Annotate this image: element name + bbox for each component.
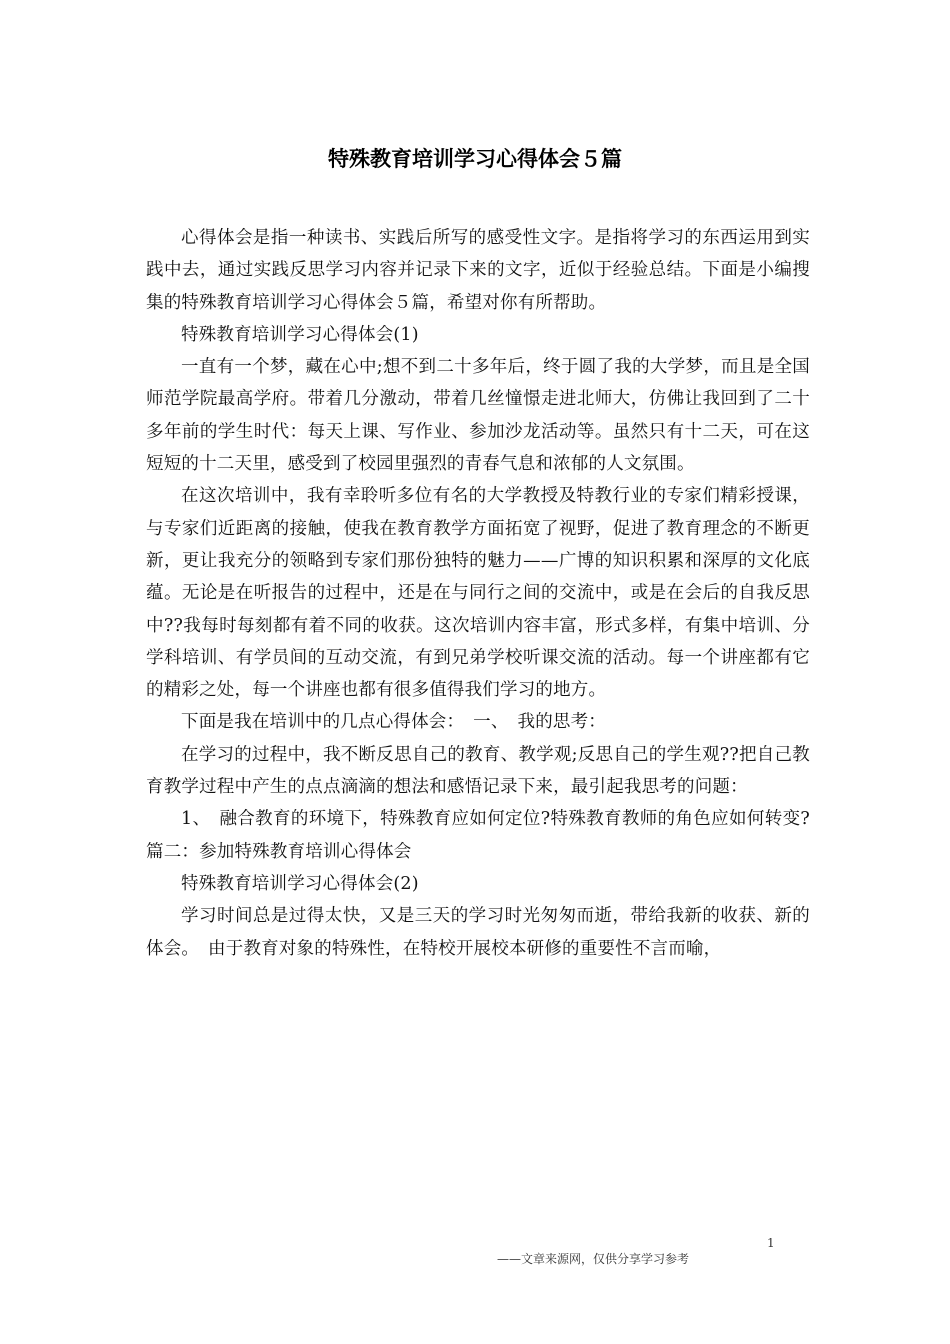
body-paragraph: 在学习的过程中，我不断反思自己的教育、教学观;反思自己的学生观??把自己教育教学过程中产生的点点滴滴的想法和感悟记录下来，最引起我思考的问题： [146, 744, 810, 798]
document-body [146, 222, 810, 965]
document-title: 特殊教育培训学习心得体会５篇 [328, 147, 622, 171]
section-heading-2: 特殊教育培训学习心得体会(2) [181, 873, 419, 894]
body-paragraph: 在这次培训中，我有幸聆听多位有名的大学教授及特教行业的专家们精彩授课，与专家们近距离的接触，使我在教育教学方面拓宽了视野，促进了教育理念的不断更新，更让我充分的领略到专家们那份独特的魅力——广博的知识积累和深厚的文化底蕴。无论是在听报告的过程中，还是在与同行之间的交流中，或是在会后的自我反思中??我每时每刻都有着不同的收获。这次培训内容丰富，形式多样，有集中培训、分学科培训、有学员间的互动交流，有到兄弟学校听课交流的活动。每一个讲座都有它的精彩之处，每一个讲座也都有很多值得我们学习的地方。 [146, 486, 810, 701]
section-heading-1: 特殊教育培训学习心得体会(1) [181, 324, 419, 345]
intro-paragraph: 心得体会是指一种读书、实践后所写的感受性文字。是指将学习的东西运用到实践中去，通过实践反思学习内容并记录下来的文字，近似于经验总结。下面是小编搜集的特殊教育培训学习心得体会５篇，希望对你有所帮助。 [146, 228, 810, 313]
body-paragraph: 一直有一个梦，藏在心中;想不到二十多年后，终于圆了我的大学梦，而且是全国师范学院最高学府。带着几分激动，带着几丝憧憬走进北师大，仿佛让我回到了二十多年前的学生时代：每天上课、写作业、参加沙龙活动等。虽然只有十二天，可在这短短的十二天里，感受到了校园里强烈的青春气息和浓郁的人文氛围。 [146, 357, 810, 475]
body-paragraph: 下面是我在培训中的几点心得体会： 一、 我的思考： [181, 712, 606, 733]
footer-note: ——文章来源网，仅供分享学习参考 [497, 1252, 690, 1266]
body-paragraph: 学习时间总是过得太快，又是三天的学习时光匆匆而逝，带给我新的收获、新的体会。 由于教育对象的特殊性，在特校开展校本研修的重要性不言而喻， [146, 906, 810, 959]
page-number: 1 [767, 1236, 775, 1250]
body-paragraph: 1、 融合教育的环境下，特殊教育应如何定位?特殊教育教师的角色应如何转变?篇二：参加特殊教育培训心得体会 [146, 809, 810, 862]
